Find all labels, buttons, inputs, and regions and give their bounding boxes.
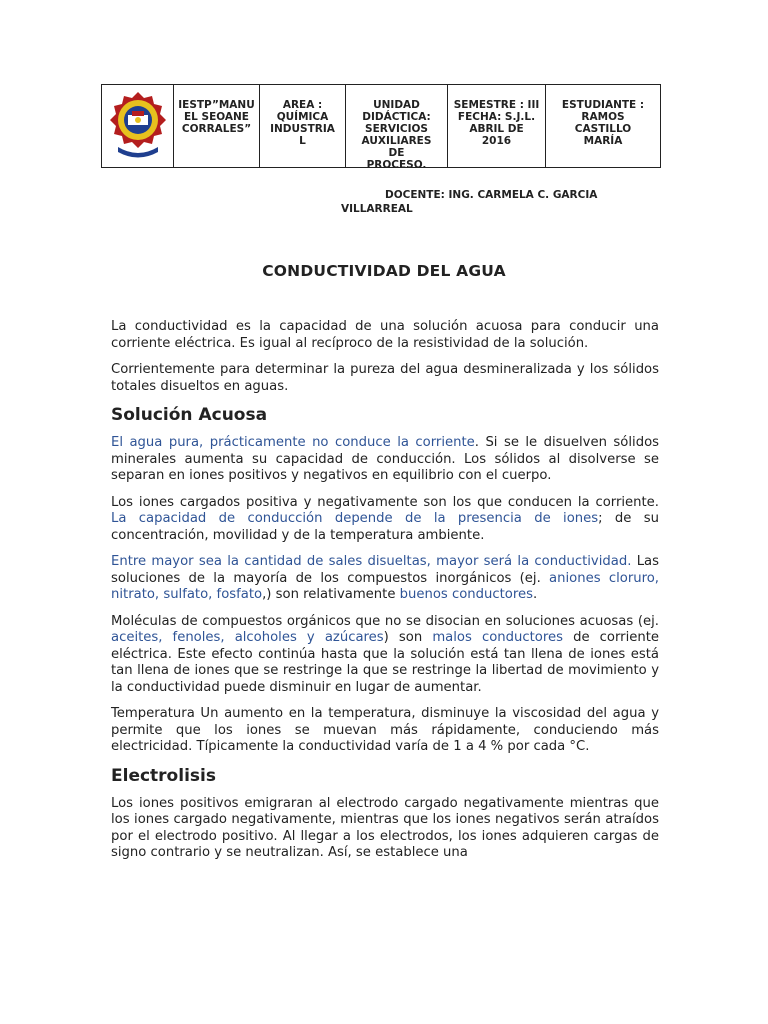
paragraph xyxy=(111,614,659,697)
unit-line: PROCESO. xyxy=(366,159,427,171)
unit-line: DE xyxy=(388,147,405,159)
paragraph xyxy=(111,435,659,485)
page-title: CONDUCTIVIDAD DEL AGUA xyxy=(262,262,506,280)
unit-cell xyxy=(346,85,448,171)
text-run: . xyxy=(532,587,538,602)
teacher-line: DOCENTE: ING. CARMELA C. GARCIA xyxy=(385,189,598,201)
paragraph xyxy=(111,554,659,604)
semester-line: SEMESTRE : III xyxy=(453,99,540,111)
institution-line: CORRALES” xyxy=(181,123,252,135)
highlight-text: malos conductores xyxy=(432,630,563,645)
text-run: Los iones cargados positiva y negativamente son los que conducen la corriente. xyxy=(111,494,659,510)
text-run: ; de su concentración, movilidad y de la temperatura ambiente. xyxy=(111,511,659,543)
student-line: RAMOS xyxy=(581,111,625,123)
semester-line: ABRIL DE xyxy=(469,123,524,135)
paragraph xyxy=(111,495,659,545)
paragraph: Corrientemente para determinar la pureza del agua desmineralizada y los sólidos totales disueltos en aguas. xyxy=(111,362,659,394)
semester-line: FECHA: S.J.L. xyxy=(457,111,536,123)
teacher-line: VILLARREAL xyxy=(341,203,413,215)
semester-line: 2016 xyxy=(481,135,512,147)
student-cell xyxy=(546,85,660,167)
institution-line: EL SEOANE xyxy=(184,111,249,123)
area-line: L xyxy=(299,135,306,147)
institution-line: IESTP”MANU xyxy=(178,99,255,111)
unit-line: UNIDAD xyxy=(373,99,420,111)
highlight-text: buenos conductores xyxy=(399,587,533,602)
paragraph: Los iones positivos emigraran al electrodo cargado negativamente mientras que los iones cargado negativamente, mientras que los iones negativos serán atraídos por el electrodo positivo. Al llegar a los electrodos, los iones adquieren cargas de signo contrario y se neutralizan. Así, se establece una xyxy=(111,795,659,860)
unit-line: SERVICIOS xyxy=(365,123,428,135)
text-run: . Si se le disuelven sólidos minerales aumenta su capacidad de conducción. Los sólidos al disolverse se separan en iones positivos y negativos en equilibrio con el cuerpo. xyxy=(111,435,660,483)
text-run: ,) son relativamente xyxy=(262,587,400,602)
teacher-info xyxy=(341,188,597,216)
logo-cell xyxy=(102,85,174,167)
paragraph: La conductividad es la capacidad de una solución acuosa para conducir una corriente eléctrica. Es igual al recíproco de la resistividad de la solución. xyxy=(111,319,659,351)
highlight-text: aceites, fenoles, alcoholes y azúcares xyxy=(111,630,384,645)
header-table xyxy=(101,84,661,171)
unit-line: DIDÁCTICA: xyxy=(362,111,431,123)
highlight-text: La capacidad de conducción depende de la presencia de iones xyxy=(111,511,599,526)
area-line: INDUSTRIA xyxy=(270,123,335,135)
student-line: MARÍA xyxy=(583,135,623,147)
area-line: QUÍMICA xyxy=(276,111,329,123)
semester-cell xyxy=(448,85,546,167)
institution-cell xyxy=(174,85,260,167)
paragraph: Temperatura Un aumento en la temperatura, disminuye la viscosidad del agua y permite que los iones se muevan más rápidamente, conduciendo más electricidad. Típicamente la conductividad varía de 1 a 4 % por cada °C. xyxy=(111,706,659,754)
area-line: AREA : xyxy=(282,99,323,111)
text-run: ) son xyxy=(383,630,433,645)
student-line: ESTUDIANTE : xyxy=(561,99,645,111)
student-line: CASTILLO xyxy=(574,123,632,135)
text-run: Las soluciones de la mayoría de los compuestos inorgánicos (ej. xyxy=(111,554,659,586)
highlight-text: Entre mayor sea la cantidad de sales disueltas, mayor será la conductividad. xyxy=(111,554,632,569)
section-heading: Solución Acuosa xyxy=(111,405,268,425)
document-body xyxy=(111,319,659,872)
text-run: Moléculas de compuestos orgánicos que no se disocian en soluciones acuosas (ej. xyxy=(111,613,659,629)
area-cell xyxy=(260,85,346,167)
text-run: de corriente eléctrica. Este efecto continúa hasta que la solución está tan llena de iones está tan llena de iones que se restringe la que se restringe la libertad de movimiento y la conductividad puede disminuir en lugar de aumentar. xyxy=(111,630,660,695)
unit-line: AUXILIARES xyxy=(361,135,432,147)
section-heading: Electrolisis xyxy=(111,765,216,786)
highlight-text: El agua pura, prácticamente no conduce la corriente xyxy=(111,435,475,450)
institute-seal-emblem xyxy=(108,89,168,161)
highlight-text: aniones cloruro, nitrato, sulfato, fosfato xyxy=(111,570,659,602)
